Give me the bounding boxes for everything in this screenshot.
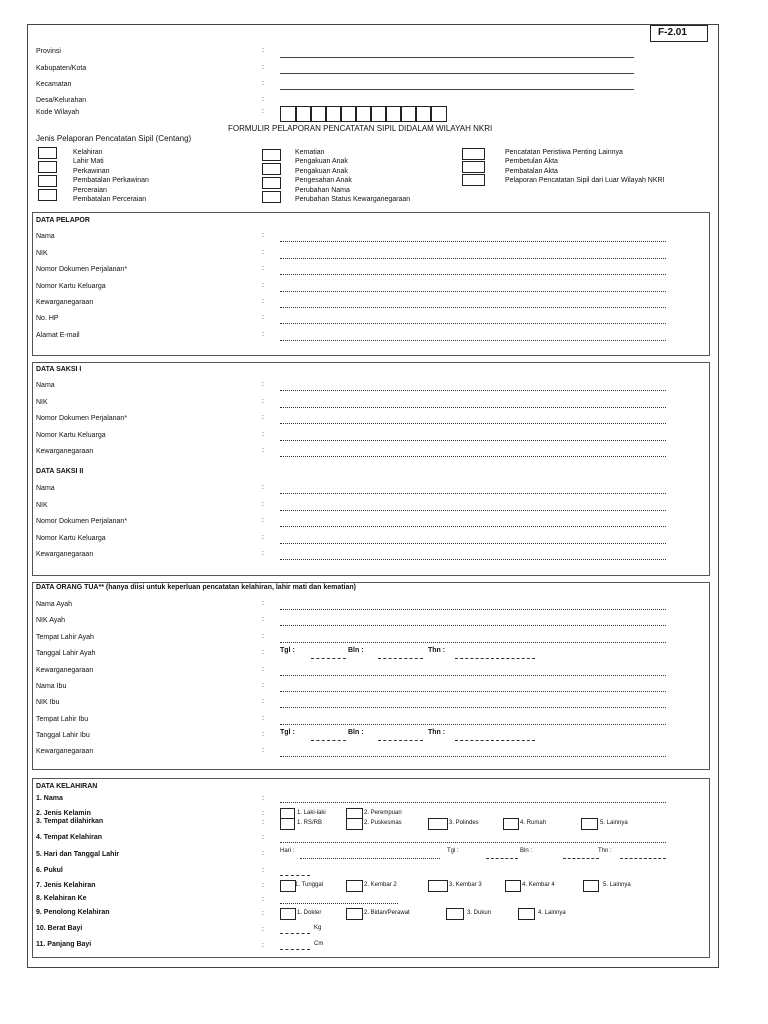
cm-unit: Cm xyxy=(314,941,324,947)
tempat-option: 1. RS/RB xyxy=(297,820,323,826)
orangtua-input[interactable] xyxy=(280,625,666,626)
kelahiran-field-label: 8. Kelahiran Ke xyxy=(36,895,87,902)
colon: : xyxy=(262,282,264,289)
colon: : xyxy=(262,314,264,321)
pelapor-field-label: Kewarganegaraan xyxy=(36,299,94,306)
jenis-checkbox[interactable] xyxy=(38,161,57,173)
jenis-kelahiran-checkbox[interactable] xyxy=(428,880,448,892)
hari-label: Hari : xyxy=(280,848,295,854)
orangtua-input[interactable] xyxy=(280,756,666,757)
pelapor-input[interactable] xyxy=(280,258,666,259)
tgl-input[interactable] xyxy=(486,858,518,859)
bln-input[interactable] xyxy=(378,658,423,659)
orangtua-input[interactable] xyxy=(280,675,666,676)
kecamatan-field[interactable] xyxy=(280,89,634,90)
kelahiran-heading: DATA KELAHIRAN xyxy=(36,783,98,790)
tempat-option: 2. Puskesmas xyxy=(364,820,402,826)
kelahiran-field-label: 3. Tempat dilahirkan xyxy=(36,818,104,825)
colon: : xyxy=(262,550,264,557)
colon: : xyxy=(262,96,264,103)
provinsi-label: Provinsi xyxy=(36,48,61,55)
colon: : xyxy=(262,633,264,640)
saksi2-field-label: Nomor Kartu Keluarga xyxy=(36,535,106,542)
jenis-kelahiran-checkbox[interactable] xyxy=(280,880,296,892)
thn-input[interactable] xyxy=(455,658,535,659)
pelapor-input[interactable] xyxy=(280,241,666,242)
tempat-option: 4. Rumah xyxy=(520,820,547,826)
colon: : xyxy=(262,834,264,841)
orangtua-input[interactable] xyxy=(280,642,666,643)
jenis-kelahiran-option: 4. Kembar 4 xyxy=(522,882,555,888)
kelahiran-field-label: 9. Penolong Kelahiran xyxy=(36,909,110,916)
colon: : xyxy=(262,447,264,454)
tempat-option: 3. Polindes xyxy=(449,820,479,826)
jenis-option: Pembatalan Perceraian xyxy=(73,196,147,203)
kg-unit: Kg xyxy=(314,925,322,931)
orangtua-input[interactable] xyxy=(280,609,666,610)
kelahiran-field-label: 10. Berat Bayi xyxy=(36,925,83,932)
saksi1-heading: DATA SAKSI I xyxy=(36,366,82,373)
colon: : xyxy=(262,810,264,817)
bln-label: Bln : xyxy=(348,647,364,654)
tgl-input[interactable] xyxy=(311,658,346,659)
kelahiran-field-label: 11. Panjang Bayi xyxy=(36,941,92,948)
colon: : xyxy=(262,882,264,889)
pelapor-field-label: No. HP xyxy=(36,315,59,322)
section-kelahiran xyxy=(32,778,710,958)
saksi1-field-label: Nama xyxy=(36,382,55,389)
colon: : xyxy=(262,381,264,388)
jk-option: 1. Laki-laki xyxy=(297,810,326,816)
pelapor-field-label: NIK xyxy=(36,250,48,257)
penolong-checkbox[interactable] xyxy=(280,908,296,920)
kabupaten-label: Kabupaten/Kota xyxy=(36,65,87,72)
saksi1-input[interactable] xyxy=(280,456,666,457)
pelapor-input[interactable] xyxy=(280,323,666,324)
colon: : xyxy=(262,600,264,607)
colon: : xyxy=(262,731,264,738)
section-orangtua xyxy=(32,582,710,770)
saksi1-input[interactable] xyxy=(280,407,666,408)
colon: : xyxy=(262,698,264,705)
thn-label: Thn : xyxy=(428,729,446,736)
jenis-checkbox[interactable] xyxy=(38,147,57,159)
pelapor-field-label: Nomor Kartu Keluarga xyxy=(36,283,106,290)
pelapor-field-label: Nomor Dokumen Perjalanan* xyxy=(36,266,128,273)
penolong-checkbox[interactable] xyxy=(518,908,535,920)
saksi2-input[interactable] xyxy=(280,559,666,560)
colon: : xyxy=(262,747,264,754)
orangtua-field-label: Tempat Lahir Ibu xyxy=(36,716,89,723)
pelapor-input[interactable] xyxy=(280,340,666,341)
jenis-kelahiran-checkbox[interactable] xyxy=(346,880,363,892)
saksi1-field-label: Nomor Kartu Keluarga xyxy=(36,432,106,439)
jenis-option: Pembetulan Akta xyxy=(505,158,558,165)
kabupaten-field[interactable] xyxy=(280,73,634,74)
orangtua-input[interactable] xyxy=(280,707,666,708)
tempat-option: 5. Lainnya xyxy=(600,820,628,826)
orangtua-field-label: Kewarganegaraan xyxy=(36,667,94,674)
thn-input[interactable] xyxy=(620,858,666,859)
panjang-input[interactable] xyxy=(280,949,310,950)
section-pelapor xyxy=(32,212,710,356)
pelapor-input[interactable] xyxy=(280,274,666,275)
hari-input[interactable] xyxy=(300,858,440,859)
jenis-checkbox[interactable] xyxy=(38,175,57,187)
pukul-input[interactable] xyxy=(280,875,310,876)
jk-option: 2. Perempuan xyxy=(364,810,402,816)
pelapor-input[interactable] xyxy=(280,291,666,292)
jenis-option: Kematian xyxy=(295,149,325,156)
orangtua-field-label: Tanggal Lahir Ayah xyxy=(36,650,96,657)
bln-input[interactable] xyxy=(378,740,423,741)
colon: : xyxy=(262,331,264,338)
saksi1-field-label: NIK xyxy=(36,399,48,406)
pelapor-heading: DATA PELAPOR xyxy=(36,217,90,224)
jenis-option: Pembatalan Akta xyxy=(505,168,558,175)
orangtua-heading: DATA ORANG TUA** (hanya diisi untuk keperluan pencatatan kelahiran, lahir mati dan kematian) xyxy=(36,584,356,591)
colon: : xyxy=(262,942,264,949)
jenis-checkbox[interactable] xyxy=(262,177,281,189)
penolong-checkbox[interactable] xyxy=(346,908,363,920)
bln-input[interactable] xyxy=(563,858,599,859)
jenis-option: Pelaporan Pencatatan Sipil dari Luar Wilayah NKRI xyxy=(505,177,665,184)
berat-input[interactable] xyxy=(280,933,310,934)
orangtua-field-label: Nama Ibu xyxy=(36,683,67,690)
colon: : xyxy=(262,249,264,256)
orangtua-field-label: NIK Ayah xyxy=(36,617,66,624)
kelahiran-field-label: 1. Nama xyxy=(36,795,63,802)
orangtua-field-label: Kewarganegaraan xyxy=(36,748,94,755)
jenis-kelahiran-checkbox[interactable] xyxy=(583,880,599,892)
colon: : xyxy=(262,666,264,673)
colon: : xyxy=(262,47,264,54)
colon: : xyxy=(262,501,264,508)
colon: : xyxy=(262,64,264,71)
colon: : xyxy=(262,108,264,115)
jenis-kelahiran-option: 5. Lainnya xyxy=(603,882,631,888)
colon: : xyxy=(262,819,264,826)
orangtua-field-label: NIK Ibu xyxy=(36,699,60,706)
jenis-option: Pembatalan Perkawinan xyxy=(73,177,149,184)
jenis-option: Pengakuan Anak xyxy=(295,158,348,165)
form-code: F-2.01 xyxy=(658,27,687,38)
jenis-option: Perceraian xyxy=(73,187,107,194)
tempat-checkbox[interactable] xyxy=(503,818,519,830)
kelahiran-field-label: 7. Jenis Kelahiran xyxy=(36,882,96,889)
jenis-option: Perkawinan xyxy=(73,168,110,175)
jenis-option: Perubahan Nama xyxy=(295,187,350,194)
jenis-kelahiran-option: 1. Tunggal xyxy=(295,882,324,888)
thn-label: Thn : xyxy=(598,848,612,854)
kelahiran-field-label: 2. Jenis Kelamin xyxy=(36,810,91,817)
jenis-heading: Jenis Pelaporan Pencatatan Sipil (Centang) xyxy=(36,134,192,143)
colon: : xyxy=(262,80,264,87)
thn-input[interactable] xyxy=(455,740,535,741)
colon: : xyxy=(262,649,264,656)
tgl-label: Tgl : xyxy=(280,729,295,736)
penolong-option: 3. Dukun xyxy=(467,910,492,916)
saksi2-field-label: NIK xyxy=(36,502,48,509)
saksi2-heading: DATA SAKSI II xyxy=(36,468,84,475)
colon: : xyxy=(262,484,264,491)
orangtua-input[interactable] xyxy=(280,691,666,692)
jenis-checkbox[interactable] xyxy=(462,174,485,186)
tempat-kelahiran-input[interactable] xyxy=(280,842,666,843)
kode-wilayah-label: Kode Wilayah xyxy=(36,109,80,116)
saksi1-field-label: Nomor Dokumen Perjalanan* xyxy=(36,415,128,422)
colon: : xyxy=(262,414,264,421)
saksi2-input[interactable] xyxy=(280,493,666,494)
saksi2-input[interactable] xyxy=(280,543,666,544)
form-title: FORMULIR PELAPORAN PENCATATAN SIPIL DIDALAM WILAYAH NKRI xyxy=(228,124,493,133)
bln-label: Bln : xyxy=(520,848,533,854)
colon: : xyxy=(262,867,264,874)
jenis-checkbox[interactable] xyxy=(462,161,485,173)
colon: : xyxy=(262,926,264,933)
bayi-nama-input[interactable] xyxy=(280,802,666,803)
tempat-checkbox[interactable] xyxy=(280,818,295,830)
orangtua-field-label: Nama Ayah xyxy=(36,601,73,608)
pelapor-input[interactable] xyxy=(280,307,666,308)
colon: : xyxy=(262,517,264,524)
colon: : xyxy=(262,715,264,722)
kecamatan-label: Kecamatan xyxy=(36,81,72,88)
colon: : xyxy=(262,616,264,623)
tgl-label: Tgl : xyxy=(280,647,295,654)
colon: : xyxy=(262,398,264,405)
tgl-label: Tgl : xyxy=(447,848,459,854)
colon: : xyxy=(262,232,264,239)
saksi2-input[interactable] xyxy=(280,526,666,527)
colon: : xyxy=(262,431,264,438)
saksi1-input[interactable] xyxy=(280,440,666,441)
tempat-checkbox[interactable] xyxy=(581,818,598,830)
saksi2-input[interactable] xyxy=(280,510,666,511)
pelapor-field-label: Nama xyxy=(36,233,55,240)
tgl-input[interactable] xyxy=(311,740,346,741)
jenis-checkbox[interactable] xyxy=(462,148,485,160)
saksi1-field-label: Kewarganegaraan xyxy=(36,448,94,455)
saksi2-field-label: Nama xyxy=(36,485,55,492)
colon: : xyxy=(262,896,264,903)
pelapor-field-label: Alamat E-mail xyxy=(36,332,80,339)
tempat-checkbox[interactable] xyxy=(346,818,363,830)
colon: : xyxy=(262,795,264,802)
jenis-kelahiran-option: 3. Kembar 3 xyxy=(449,882,482,888)
jenis-option: Pencatatan Peristiwa Penting Lainnya xyxy=(505,149,623,156)
thn-label: Thn : xyxy=(428,647,446,654)
kode-wilayah-cell[interactable] xyxy=(430,106,447,122)
penolong-option: 2. Bidan/Perawat xyxy=(364,910,410,916)
desa-label: Desa/Kelurahan xyxy=(36,97,87,104)
tempat-checkbox[interactable] xyxy=(428,818,448,830)
colon: : xyxy=(262,850,264,857)
colon: : xyxy=(262,682,264,689)
jenis-checkbox[interactable] xyxy=(38,189,57,201)
kelahiran-field-label: 4. Tempat Kelahiran xyxy=(36,834,103,841)
penolong-option: 4. Lainnya xyxy=(538,910,566,916)
colon: : xyxy=(262,298,264,305)
jenis-option: Pengesahan Anak xyxy=(295,177,352,184)
colon: : xyxy=(262,910,264,917)
jenis-checkbox[interactable] xyxy=(262,149,281,161)
orangtua-field-label: Tanggal Lahir Ibu xyxy=(36,732,90,739)
orangtua-field-label: Tempat Lahir Ayah xyxy=(36,634,94,641)
penolong-checkbox[interactable] xyxy=(446,908,464,920)
colon: : xyxy=(262,534,264,541)
saksi2-field-label: Nomor Dokumen Perjalanan* xyxy=(36,518,128,525)
saksi1-input[interactable] xyxy=(280,390,666,391)
kelahiran-field-label: 5. Hari dan Tanggal Lahir xyxy=(36,851,120,858)
colon: : xyxy=(262,265,264,272)
jenis-option: Lahir Mati xyxy=(73,158,104,165)
penolong-option: 1. Dokter xyxy=(297,910,322,916)
jenis-option: Kelahiran xyxy=(73,149,103,156)
provinsi-field[interactable] xyxy=(280,57,634,58)
kelahiran-ke-input[interactable] xyxy=(280,903,398,904)
jenis-kelahiran-checkbox[interactable] xyxy=(505,880,521,892)
saksi2-field-label: Kewarganegaraan xyxy=(36,551,94,558)
jenis-checkbox[interactable] xyxy=(262,163,281,175)
saksi1-input[interactable] xyxy=(280,423,666,424)
kelahiran-field-label: 6. Pukul xyxy=(36,867,63,874)
jenis-checkbox[interactable] xyxy=(262,191,281,203)
jenis-option: Pengakuan Anak xyxy=(295,168,348,175)
jenis-option: Perubahan Status Kewarganegaraan xyxy=(295,196,411,203)
jenis-kelahiran-option: 2. Kembar 2 xyxy=(364,882,397,888)
bln-label: Bln : xyxy=(348,729,364,736)
orangtua-input[interactable] xyxy=(280,724,666,725)
